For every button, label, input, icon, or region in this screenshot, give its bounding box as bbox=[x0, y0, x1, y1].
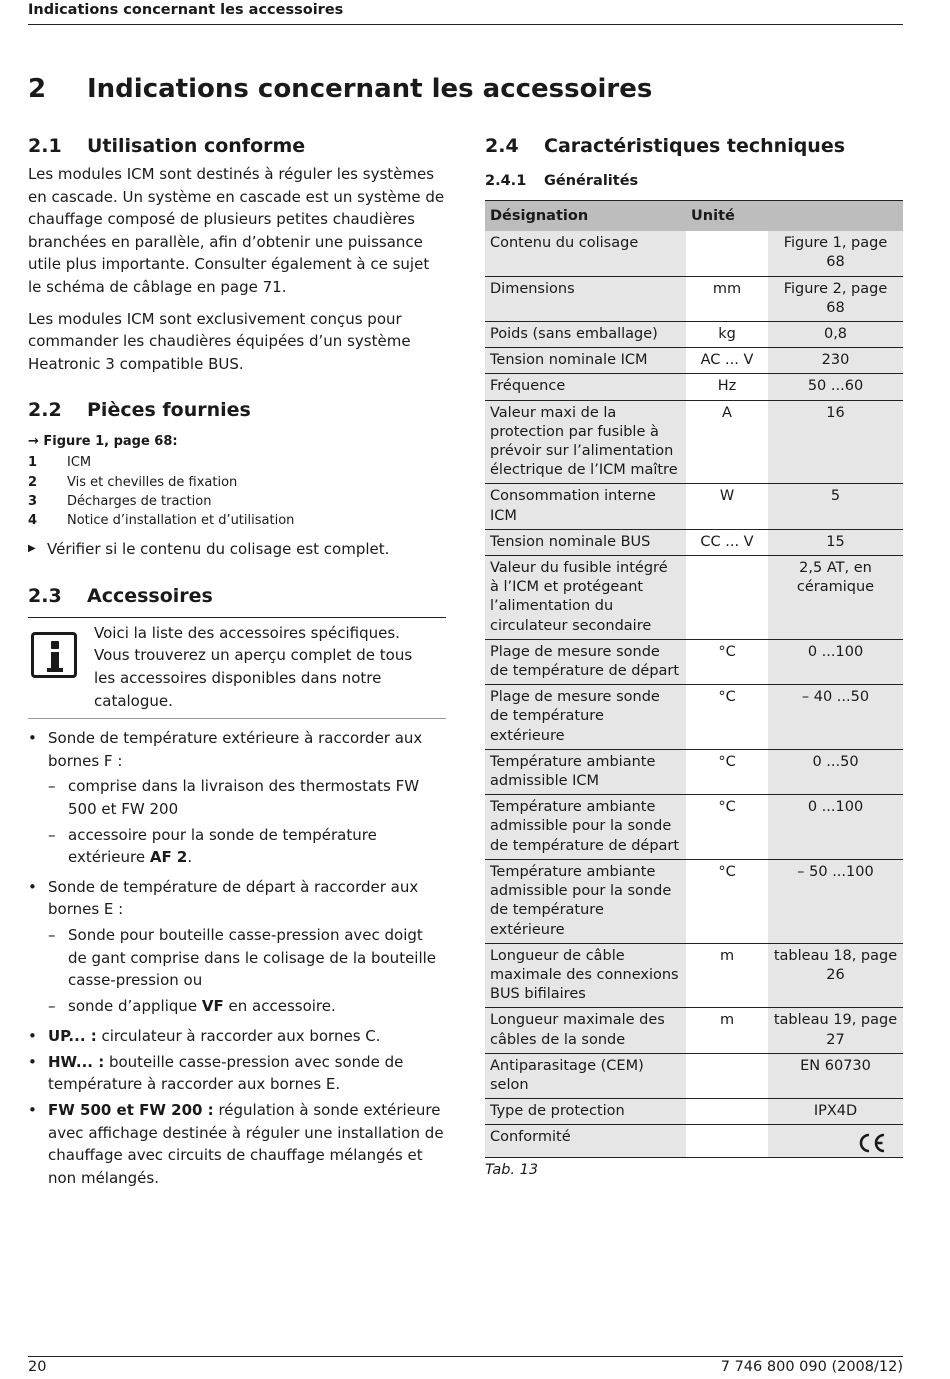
action-text: Vérifier si le contenu du colisage est complet. bbox=[47, 540, 390, 559]
item-number: 3 bbox=[28, 493, 38, 509]
header-rule bbox=[28, 24, 903, 25]
item-text: sonde d’applique bbox=[68, 997, 202, 1016]
cell-designation: Tension nominale ICM bbox=[485, 348, 686, 374]
list-item: • FW 500 et FW 200 : régulation à sonde extérieure avec affichage destinée à réguler une installation de chauffage avec circuits de chauffage mélangés et non mélangés. bbox=[28, 1101, 444, 1187]
cell-value bbox=[768, 1125, 903, 1158]
cell-value: IPX4D bbox=[768, 1099, 903, 1125]
item-number: 4 bbox=[28, 512, 38, 528]
item-text: Sonde pour bouteille casse-pression avec doigt de gant comprise dans le colisage de la bouteille casse-pression ou bbox=[68, 926, 437, 990]
cell-value: – 50 ...100 bbox=[768, 859, 903, 943]
document-number: 7 746 800 090 (2008/12) bbox=[720, 1359, 903, 1375]
section-number: 2.4 bbox=[485, 135, 519, 157]
item-number: 2 bbox=[28, 474, 38, 490]
cell-unit: Hz bbox=[686, 374, 768, 400]
section-2-3-heading bbox=[28, 585, 446, 607]
cell-unit: °C bbox=[686, 749, 768, 794]
figure-reference: → Figure 1, page 68: bbox=[28, 434, 178, 450]
list-item: • Sonde de température de départ à raccorder aux bornes E : – Sonde pour bouteille casse-pression avec doigt de gant comprise dans le colisage de la bouteille casse-pression ou – sonde d’applique VF en accessoire. bbox=[28, 876, 446, 1021]
cell-designation: Poids (sans emballage) bbox=[485, 322, 686, 348]
item-text: Sonde de température de départ à raccorder aux bornes E : bbox=[48, 877, 419, 919]
list-item: • HW... : bouteille casse-pression avec sonde de température à raccorder aux bornes E. bbox=[28, 1052, 404, 1094]
list-item: – sonde d’applique VF en accessoire. bbox=[48, 997, 336, 1016]
section-title: Accessoires bbox=[87, 584, 213, 607]
check-action bbox=[28, 538, 446, 561]
chapter-title bbox=[28, 74, 652, 104]
ce-mark-icon bbox=[857, 1132, 887, 1154]
cell-designation: Plage de mesure sonde de température de départ bbox=[485, 639, 686, 684]
cell-unit: °C bbox=[686, 859, 768, 943]
cell-designation: Tension nominale BUS bbox=[485, 529, 686, 555]
item-text: bouteille casse-pression avec sonde de température à raccorder aux bornes E. bbox=[48, 1052, 404, 1094]
list-item: – comprise dans la livraison des thermostats FW 500 et FW 200 bbox=[48, 775, 446, 820]
cell-value: 16 bbox=[768, 400, 903, 484]
cell-unit: °C bbox=[686, 795, 768, 860]
item-text: . bbox=[187, 848, 193, 867]
cell-designation: Consommation interne ICM bbox=[485, 484, 686, 529]
item-text: Notice d’installation et d’utilisation bbox=[67, 512, 295, 528]
table-row bbox=[485, 322, 903, 348]
chapter-number: 2 bbox=[28, 74, 47, 104]
cell-value: 2,5 AT, en céramique bbox=[768, 556, 903, 640]
list-item: • UP... : circulateur à raccorder aux bornes C. bbox=[28, 1026, 381, 1045]
item-text: Décharges de traction bbox=[67, 493, 212, 509]
table-row bbox=[485, 1099, 903, 1125]
cell-value: 0,8 bbox=[768, 322, 903, 348]
item-bold: AF 2 bbox=[149, 848, 188, 867]
cell-unit: AC ... V bbox=[686, 348, 768, 374]
item-number: 1 bbox=[28, 455, 38, 471]
cell-unit bbox=[686, 231, 768, 276]
table-caption: Tab. 13 bbox=[485, 1162, 539, 1179]
cell-value: tableau 19, page 27 bbox=[768, 1008, 903, 1053]
left-column bbox=[28, 135, 446, 1193]
table-row bbox=[485, 859, 903, 943]
info-text: Voici la liste des accessoires spécifiques. Vous trouverez un aperçu complet de tous les accessoires disponibles dans notre catalogue. bbox=[94, 623, 413, 710]
cell-unit: CC ... V bbox=[686, 529, 768, 555]
cell-value: 0 ...100 bbox=[768, 639, 903, 684]
info-box bbox=[28, 617, 446, 719]
table-row bbox=[485, 639, 903, 684]
cell-unit: A bbox=[686, 400, 768, 484]
cell-value: 15 bbox=[768, 529, 903, 555]
triangle-bullet-icon: ▶ bbox=[28, 543, 36, 555]
table-row bbox=[485, 231, 903, 276]
cell-value: 230 bbox=[768, 348, 903, 374]
cell-unit: m bbox=[686, 943, 768, 1008]
cell-unit: °C bbox=[686, 639, 768, 684]
item-bold: FW 500 et FW 200 : bbox=[48, 1101, 214, 1120]
cell-unit: m bbox=[686, 1008, 768, 1053]
table-row bbox=[485, 556, 903, 640]
running-header: Indications concernant les accessoires bbox=[28, 2, 344, 18]
item-bold: UP... : bbox=[48, 1026, 97, 1045]
cell-unit bbox=[686, 1053, 768, 1098]
section-2-2-heading bbox=[28, 399, 446, 421]
table-row bbox=[485, 1053, 903, 1098]
item-bold: VF bbox=[201, 997, 224, 1016]
right-column bbox=[485, 135, 903, 1178]
section-2-4-1-heading bbox=[485, 173, 903, 189]
item-text: accessoire pour la sonde de température extérieure bbox=[68, 825, 377, 867]
accessories-list bbox=[28, 727, 446, 1189]
cell-designation: Dimensions bbox=[485, 276, 686, 321]
item-text: ICM bbox=[67, 455, 92, 471]
cell-unit: mm bbox=[686, 276, 768, 321]
cell-unit bbox=[686, 556, 768, 640]
list-item: – accessoire pour la sonde de température extérieure AF 2. bbox=[48, 825, 377, 867]
section-number: 2.1 bbox=[28, 135, 62, 157]
cell-value: 5 bbox=[768, 484, 903, 529]
cell-value: EN 60730 bbox=[768, 1053, 903, 1098]
cell-value: Figure 1, page 68 bbox=[768, 231, 903, 276]
cell-designation: Conformité bbox=[485, 1125, 686, 1158]
item-text: régulation à sonde extérieure avec affichage destinée à réguler une installation de chauffage avec circuits de chauffage mélangés et non mélangés. bbox=[48, 1101, 444, 1187]
cell-value: Figure 2, page 68 bbox=[768, 276, 903, 321]
cell-designation: Longueur maximale des câbles de la sonde bbox=[485, 1008, 686, 1053]
item-text: comprise dans la livraison des thermostats FW 500 et FW 200 bbox=[68, 777, 420, 818]
cell-designation: Température ambiante admissible ICM bbox=[485, 749, 686, 794]
cell-designation: Température ambiante admissible pour la sonde de température extérieure bbox=[485, 859, 686, 943]
list-item: – Sonde pour bouteille casse-pression avec doigt de gant comprise dans le colisage de la bouteille casse-pression ou bbox=[48, 924, 446, 992]
cell-unit bbox=[686, 1125, 768, 1158]
table-row bbox=[485, 374, 903, 400]
table-row bbox=[485, 484, 903, 529]
cell-value: tableau 18, page 26 bbox=[768, 943, 903, 1008]
header-unit: Unité bbox=[686, 201, 768, 232]
section-number: 2.2 bbox=[28, 399, 62, 422]
cell-unit: °C bbox=[686, 685, 768, 750]
footer-rule bbox=[28, 1356, 903, 1357]
table-row bbox=[485, 1125, 903, 1158]
list-item bbox=[28, 453, 446, 472]
cell-designation: Plage de mesure sonde de température extérieure bbox=[485, 685, 686, 750]
section-number: 2.3 bbox=[28, 584, 62, 607]
header-designation: Désignation bbox=[485, 201, 686, 232]
table-row bbox=[485, 348, 903, 374]
item-text: circulateur à raccorder aux bornes C. bbox=[96, 1026, 381, 1045]
sub-list bbox=[48, 775, 446, 869]
section-title: Pièces fournies bbox=[87, 399, 251, 422]
list-item bbox=[28, 492, 446, 511]
section-title: Caractéristiques techniques bbox=[544, 135, 846, 157]
cell-unit bbox=[686, 1099, 768, 1125]
cell-value: 0 ...100 bbox=[768, 795, 903, 860]
cell-value: 50 ...60 bbox=[768, 374, 903, 400]
table-row bbox=[485, 400, 903, 484]
section-title: Généralités bbox=[544, 173, 639, 189]
cell-designation: Contenu du colisage bbox=[485, 231, 686, 276]
cell-unit: W bbox=[686, 484, 768, 529]
chapter-title-text: Indications concernant les accessoires bbox=[87, 74, 653, 104]
page-number: 20 bbox=[28, 1359, 47, 1375]
usage-paragraph-1: Les modules ICM sont destinés à réguler les systèmes en cascade. Un système en cascade est un système de chauffage composé de plusieurs petites chaudières branchées en parallèle, afin d’obtenir une puissance utile plus importante. Consulter également à ce sujet le schéma de câblage en page 71. bbox=[28, 165, 445, 296]
spec-table bbox=[485, 200, 903, 1158]
table-row bbox=[485, 1008, 903, 1053]
cell-value: – 40 ...50 bbox=[768, 685, 903, 750]
section-title: Utilisation conforme bbox=[87, 135, 306, 157]
item-bold: HW... : bbox=[48, 1052, 105, 1071]
cell-value: 0 ...50 bbox=[768, 749, 903, 794]
table-header-row bbox=[485, 201, 903, 232]
sub-list bbox=[48, 924, 446, 1018]
table-row bbox=[485, 943, 903, 1008]
table-row bbox=[485, 685, 903, 750]
list-item bbox=[28, 473, 446, 492]
cell-designation: Température ambiante admissible pour la sonde de température de départ bbox=[485, 795, 686, 860]
list-item: • Sonde de température extérieure à raccorder aux bornes F : – comprise dans la livraison des thermostats FW 500 et FW 200 – accessoire pour la sonde de température extérieure AF 2. bbox=[28, 727, 446, 872]
list-item bbox=[28, 511, 446, 530]
parts-list bbox=[28, 453, 446, 530]
table-row bbox=[485, 795, 903, 860]
table-row bbox=[485, 529, 903, 555]
cell-designation: Valeur du fusible intégré à l’ICM et protégeant l’alimentation du circulateur secondaire bbox=[485, 556, 686, 640]
cell-designation: Type de protection bbox=[485, 1099, 686, 1125]
cell-designation: Antiparasitage (CEM) selon bbox=[485, 1053, 686, 1098]
section-number: 2.4.1 bbox=[485, 173, 527, 189]
header-value bbox=[768, 201, 903, 232]
info-icon bbox=[31, 632, 77, 678]
table-row bbox=[485, 276, 903, 321]
section-2-1-heading bbox=[28, 135, 446, 157]
section-2-4-heading bbox=[485, 135, 903, 157]
cell-designation: Longueur de câble maximale des connexions BUS bifilaires bbox=[485, 943, 686, 1008]
item-text: Sonde de température extérieure à raccorder aux bornes F : bbox=[48, 729, 423, 770]
item-text: Vis et chevilles de fixation bbox=[67, 474, 238, 490]
table-row bbox=[485, 749, 903, 794]
usage-paragraph-2: Les modules ICM sont exclusivement conçus pour commander les chaudières équipées d’un système Heatronic 3 compatible BUS. bbox=[28, 309, 411, 373]
cell-designation: Valeur maxi de la protection par fusible à prévoir sur l’alimentation électrique de l’ICM maître bbox=[485, 400, 686, 484]
cell-unit: kg bbox=[686, 322, 768, 348]
cell-designation: Fréquence bbox=[485, 374, 686, 400]
item-text: en accessoire. bbox=[223, 997, 336, 1016]
